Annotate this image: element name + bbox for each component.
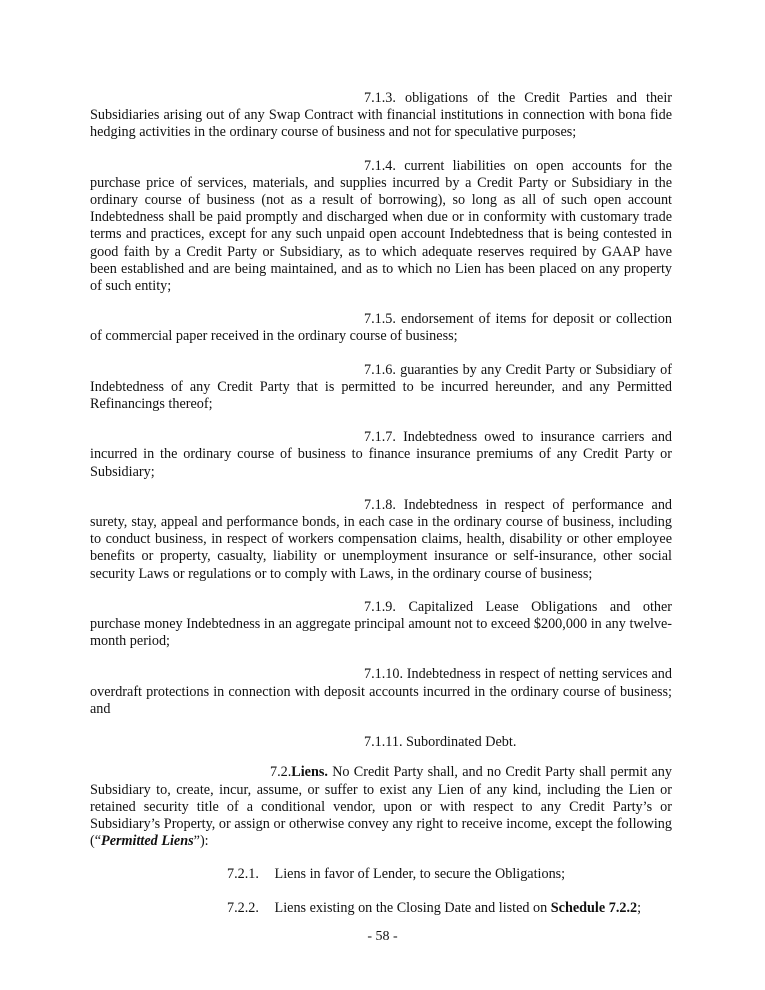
document-page bbox=[90, 90, 672, 933]
clause-text: current liabilities on open accounts for the purchase price of services, materials, and supplies incurred by a Credit Party or Subsidiary in the ordinary course of business (not as a result of borrowing), so long as all of such open account Indebtedness shall be paid promptly and discharged when due or in conformity with customary trade terms and practices, except for any such unpaid open account Indebtedness that is being contested in good faith by a Credit Party or Subsidiary, as to which adequate reserves required by GAAP have been established and are being maintained, and as to which no Lien has been placed on any property of such entity; bbox=[90, 157, 672, 295]
clause-number: 7.1.8. bbox=[364, 496, 396, 513]
clause-number: 7.1.6. bbox=[364, 361, 396, 378]
section-text: No Credit Party shall, and no Credit Party shall permit any Subsidiary to, create, incur, assume, or suffer to exist any Lien of any kind, including the Lien or retained security title of a conditional vendor, upon or with respect to any Credit Party’s or Subsidiary’s Property, or assign or otherwise convey any right to receive income, except the following (“ bbox=[90, 764, 672, 850]
section-heading: Liens. bbox=[291, 764, 328, 781]
page-number: - 58 - bbox=[367, 929, 398, 944]
clause-7-1-4 bbox=[90, 158, 672, 296]
clause-7-1-5 bbox=[90, 311, 672, 345]
defined-term: Permitted Liens bbox=[101, 833, 194, 850]
clause-text: Capitalized Lease Obligations and other purchase money Indebtedness in an aggregate principal amount not to exceed $200,000 in any twelve-month period; bbox=[90, 598, 673, 650]
clause-7-2-1 bbox=[227, 866, 672, 883]
clause-7-2-2 bbox=[227, 900, 672, 917]
section-number: 7.2. bbox=[270, 764, 292, 781]
clause-7-1-6 bbox=[90, 362, 672, 414]
clause-7-1-7 bbox=[90, 429, 672, 481]
clause-text: endorsement of items for deposit or collection of commercial paper received in the ordinary course of business; bbox=[90, 311, 672, 345]
clause-text: Indebtedness in respect of netting services and overdraft protections in connection with deposit accounts incurred in the ordinary course of business; and bbox=[90, 666, 672, 717]
clause-number: 7.1.9. bbox=[364, 598, 396, 615]
clause-text: Subordinated Debt. bbox=[406, 734, 517, 751]
clause-number: 7.1.11. bbox=[364, 734, 403, 751]
clause-text: Liens existing on the Closing Date and listed on bbox=[274, 899, 551, 916]
clause-7-1-3 bbox=[90, 90, 672, 142]
clause-number: 7.1.10. bbox=[364, 666, 404, 683]
clause-number: 7.1.5. bbox=[364, 311, 396, 328]
clause-text: Liens in favor of Lender, to secure the Obligations; bbox=[274, 866, 566, 883]
clause-text-end: ; bbox=[637, 899, 642, 916]
clause-text: Indebtedness owed to insurance carriers and incurred in the ordinary course of business to finance insurance premiums of any Credit Party or Subsidiary; bbox=[90, 429, 673, 480]
section-7-2-liens bbox=[90, 764, 672, 850]
clause-7-1-9 bbox=[90, 599, 672, 651]
clause-number: 7.2.2. bbox=[227, 899, 259, 916]
section-text-end: ”): bbox=[193, 833, 209, 850]
clause-text: Indebtedness in respect of performance and surety, stay, appeal and performance bonds, in each case in the ordinary course of business, including to conduct business, in respect of workers compensation claims, health, disability or other employee benefits or property, casualty, liability or unemployment insurance or self-insurance, other social security Laws or regulations or to comply with Laws, in the ordinary course of business; bbox=[90, 496, 673, 582]
clause-7-1-10 bbox=[90, 666, 672, 718]
clause-7-1-11 bbox=[90, 734, 672, 751]
clause-text: guaranties by any Credit Party or Subsidiary of Indebtedness of any Credit Party that is permitted to be incurred hereunder, and any Permitted Refinancings thereof; bbox=[90, 361, 672, 413]
clause-number: 7.1.4. bbox=[364, 157, 396, 174]
clause-text: obligations of the Credit Parties and their Subsidiaries arising out of any Swap Contract with financial institutions in connection with bona fide hedging activities in the ordinary course of business and not for speculative purposes; bbox=[90, 90, 673, 141]
clause-number: 7.1.7. bbox=[364, 429, 396, 446]
clause-number: 7.1.3. bbox=[364, 90, 396, 106]
schedule-reference: Schedule 7.2.2 bbox=[550, 899, 638, 916]
clause-number: 7.2.1. bbox=[227, 866, 259, 883]
clause-7-1-8 bbox=[90, 497, 672, 583]
